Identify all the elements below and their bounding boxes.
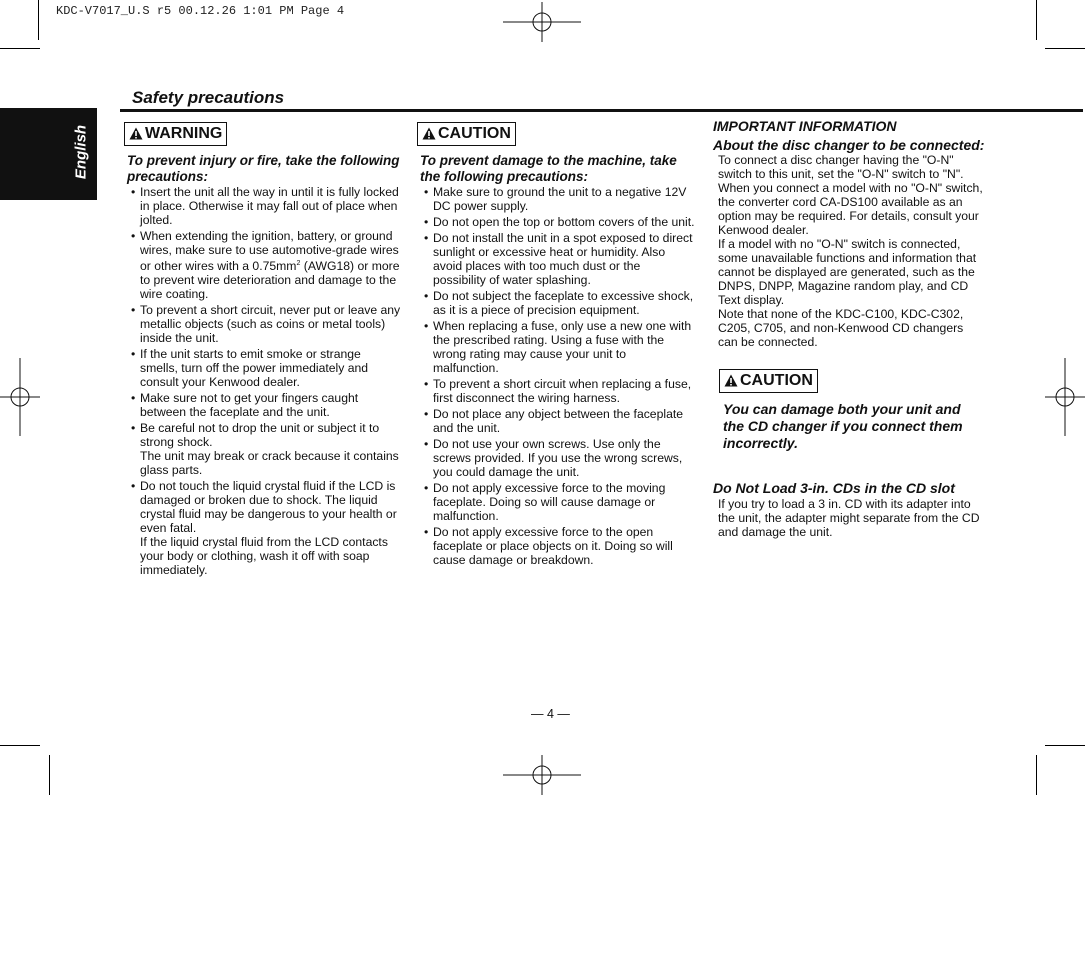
crop-mark [49, 755, 50, 795]
warning-badge [124, 122, 227, 146]
caution-item: • Do not place any object between the faceplate and the unit. [417, 407, 695, 435]
superscript-two: 2 [296, 260, 301, 267]
caution-badge [417, 122, 516, 146]
registration-mark-icon [503, 755, 581, 795]
caution-item: • Do not install the unit in a spot exposed to direct sunlight or excessive heat or humidity. Also avoid places with too much dust or the possibility of water splashing. [417, 231, 695, 287]
warning-heading: To prevent injury or fire, take the following precautions: [127, 153, 400, 184]
title-rule [120, 109, 1083, 112]
changer-caution [719, 369, 985, 393]
important-heading: IMPORTANT INFORMATION [713, 118, 897, 134]
important-body: To connect a disc changer having the "O-N" switch to this unit, set the "O-N" switch to "N". When you connect a model with no "O-N" switch, the converter cord CA-DS100 available as an option may be required. For details, consult your Kenwood dealer. If a model with no "O-N" switch is connected, some unavailable functions and information that cannot be displayed are generated, such as the DNPS, DNPP, Magazine random play, and CD Text display. Note that none of the KDC-C100, KDC-C302, C205, C705, and non-Kenwood CD changers can be connected. [718, 153, 983, 349]
caution-item: • Do not use your own screws. Use only the screws provided. If you use the wrong screws, you could damage the unit. [417, 437, 695, 479]
caution-item: • Make sure to ground the unit to a negative 12V DC power supply. [417, 185, 695, 213]
warning-item: • When extending the ignition, battery, or ground wires, make sure to use automotive-grade wires or other wires with a $0.75mm^2$ (AWG18) or more to prevent wire deterioration and damage to the wire coating. [124, 229, 402, 301]
changer-caution-badge [719, 369, 818, 393]
disc-body: If you try to load a 3 in. CD with its adapter into the unit, the adapter might separate from the CD and damage the unit. [718, 497, 980, 539]
crop-mark [38, 0, 39, 40]
changer-caution-label: CAUTION [740, 372, 813, 389]
page-title: Safety precautions [132, 88, 285, 107]
crop-mark [1045, 48, 1085, 49]
important-column [713, 118, 985, 539]
print-slug: KDC-V7017_U.S r5 00.12.26 1:01 PM Page 4 [56, 4, 345, 18]
crop-mark [0, 48, 40, 49]
warning-item: • To prevent a short circuit, never put or leave any metallic objects (such as coins or metal tools) inside the unit. [124, 303, 402, 345]
caution-column [417, 122, 695, 569]
caution-item: • Do not open the top or bottom covers of the unit. [417, 215, 695, 229]
warning-item: • Do not touch the liquid crystal fluid if the LCD is damaged or broken due to shock. The liquid crystal fluid may be dangerous to your health or even fatal. If the liquid crystal fluid from the LCD contacts your body or clothing, wash it off with soap immediately. [124, 479, 402, 577]
page-number: — 4 — [531, 707, 570, 721]
warning-item: • Insert the unit all the way in until it is fully locked in place. Otherwise it may fall out of place when jolted. [124, 185, 402, 227]
caution-item: • When replacing a fuse, only use a new one with the prescribed rating. Using a fuse with the wrong rating may cause your unit to malfunction. [417, 319, 695, 375]
warning-triangle-icon [422, 127, 436, 140]
warning-item: • If the unit starts to emit smoke or strange smells, turn off the power immediately and consult your Kenwood dealer. [124, 347, 402, 389]
caution-badge-label: CAUTION [438, 125, 511, 142]
caution-item: • Do not apply excessive force to the open faceplate or place objects on it. Doing so will cause damage or breakdown. [417, 525, 695, 567]
crop-mark [1036, 755, 1037, 795]
registration-mark-icon [0, 358, 40, 436]
disc-heading: Do Not Load 3-in. CDs in the CD slot [713, 480, 955, 496]
warning-badge-label: WARNING [145, 125, 223, 142]
caution-item: • Do not subject the faceplate to excessive shock, as it is a piece of precision equipment. [417, 289, 695, 317]
caution-list [417, 185, 695, 567]
warning-item: • Be careful not to drop the unit or subject it to strong shock. The unit may break or crack because it contains glass parts. [124, 421, 402, 477]
changer-caution-text: You can damage both your unit and the CD changer if you connect them incorrectly. [723, 401, 963, 451]
warning-triangle-icon [724, 374, 738, 387]
warning-item: • Make sure not to get your fingers caught between the faceplate and the unit. [124, 391, 402, 419]
warning-column [124, 122, 402, 579]
language-tab-label: English [72, 124, 90, 180]
crop-mark [0, 745, 40, 746]
crop-mark [1036, 0, 1037, 40]
registration-mark-icon [1045, 358, 1085, 436]
caution-heading: To prevent damage to the machine, take the following precautions: [420, 153, 677, 184]
warning-triangle-icon [129, 127, 143, 140]
registration-mark-icon [503, 2, 581, 42]
crop-mark [1045, 745, 1085, 746]
important-subheading: About the disc changer to be connected: [713, 137, 985, 153]
caution-item: • Do not apply excessive force to the moving faceplate. Doing so will cause damage or malfunction. [417, 481, 695, 523]
caution-item: • To prevent a short circuit when replacing a fuse, first disconnect the wiring harness. [417, 377, 695, 405]
warning-list [124, 185, 402, 577]
